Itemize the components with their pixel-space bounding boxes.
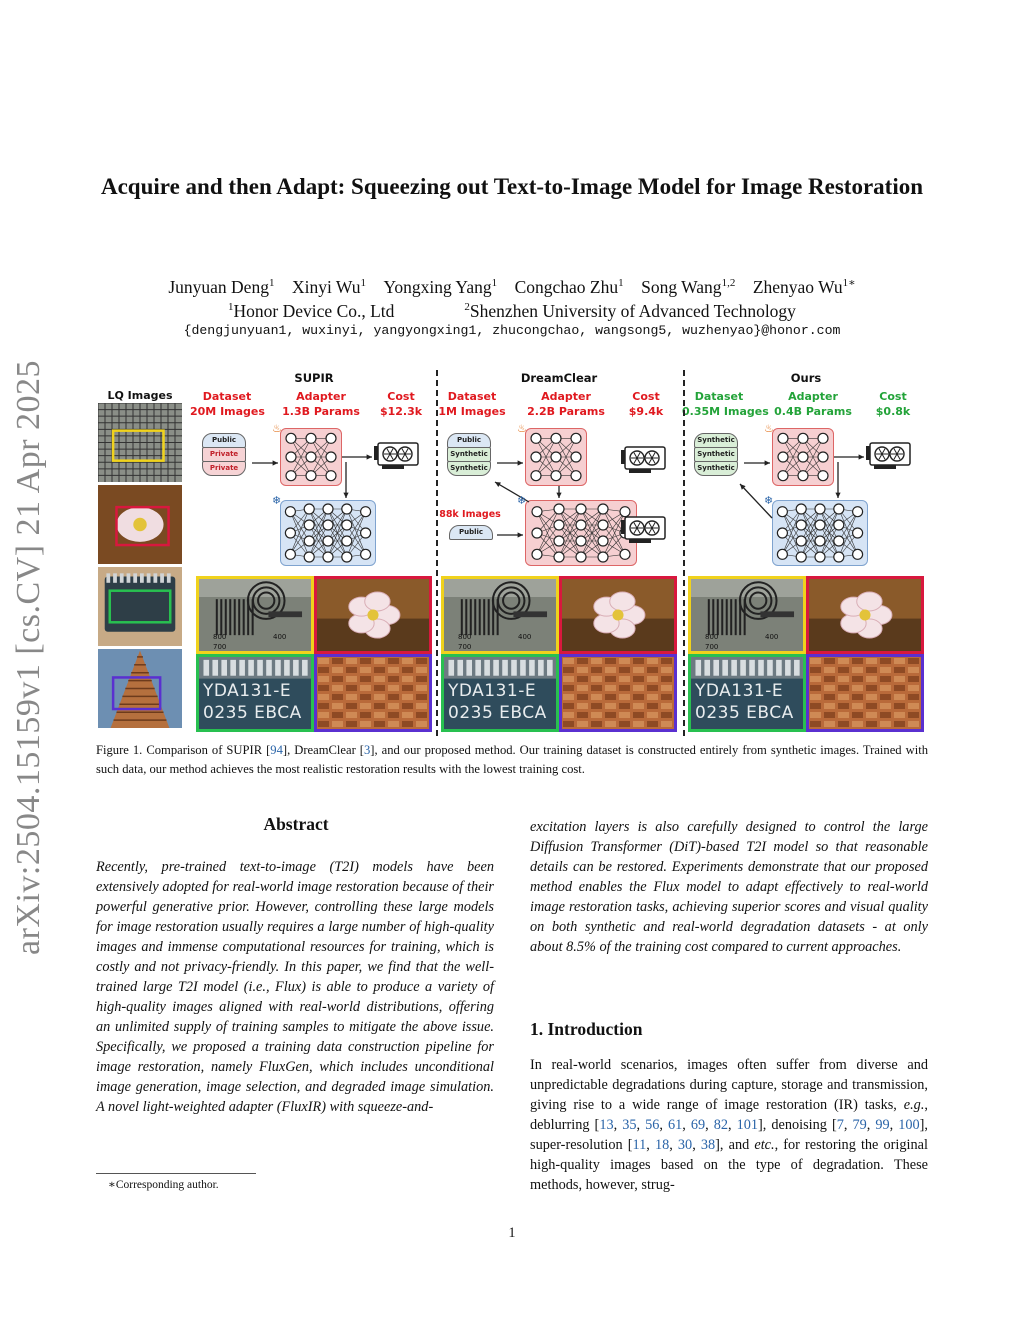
panel-title: DreamClear: [520, 371, 598, 385]
citation-link[interactable]: 3: [363, 743, 371, 757]
abstract-text-right: excitation layers is also carefully designed to control the large Diffusion Transformer (DiT)-based T2I model so that reasonable details can be restored. Experiments demonstrate that our proposed method enables the Flux model to adapt effectively to real-world image restoration tasks, achieving superior scores and visual quality on both synthetic and real-world degradation datasets - at only about 8.5% of the training cost compared to current approaches.: [530, 819, 928, 955]
page-number: 1: [508, 1225, 516, 1241]
citation-link[interactable]: 38: [700, 1137, 716, 1153]
affiliation: [228, 301, 394, 321]
result-flower: [806, 576, 924, 654]
intro-abbrev: etc.: [754, 1137, 775, 1153]
dataset-source-label: Public: [447, 433, 491, 448]
flame-icon: ♨: [517, 423, 527, 435]
flame-icon: ♨: [764, 423, 774, 435]
paper-title: Acquire and then Adapt: Squeezing out Text-to-Image Model for Image Restoration: [100, 174, 924, 199]
intro-text: , deblurring [: [530, 1097, 928, 1133]
target-number: 700: [213, 643, 227, 651]
chip-text-bottom: 0235 EBCA: [448, 703, 547, 723]
dataset-label: Dataset: [447, 390, 497, 403]
target-number: 400: [518, 633, 532, 641]
result-target: [196, 576, 314, 654]
adapter-label: Adapter: [296, 390, 346, 403]
snowflake-icon: ❄: [764, 495, 774, 507]
result-temple: [314, 654, 432, 732]
panel-title: Ours: [790, 371, 822, 385]
dataset-database-icon: [694, 434, 738, 476]
arrow-icon: [553, 480, 565, 509]
cost-value: $0.8k: [875, 405, 911, 418]
panel-divider: [436, 370, 438, 736]
abstract-text-left: Recently, pre-trained text-to-image (T2I) models have been extensively adopted for real-world image restoration because of their powerful generative prior. However, controlling these large models for image restoration usually requires a large number of high-quality images and immense computational resources for training, which is costly and not privacy-friendly. In this paper, we find that the well-trained large T2I model (i.e., Flux) is able to produce a variety of high-quality images aligned with real-world distributions, offering an unlimited supply of training samples to mitigate the above issue. Specifically, we proposed a training data construction pipeline for image restoration, namely FluxGen, which includes unconditional image generation, image selection, and degraded image simulation. A novel light-weighted adapter (FluxIR) with squeeze-and-: [96, 859, 494, 1115]
dataset-source-label: Synthetic: [447, 447, 491, 462]
extra-dataset-label: 88k Images: [439, 509, 501, 520]
adapter-value: 1.3B Params: [282, 405, 360, 418]
dataset-label: Dataset: [694, 390, 744, 403]
lq-image-target: [98, 403, 182, 482]
author-name-text: Zhenyao Wu: [752, 276, 843, 297]
panel-dreamclear: [438, 366, 677, 738]
intro-text: In real-world scenarios, images often suffer from diverse and unpredictable degradations during capture, storage and transmission, giving rise to a wide range of image restoration (IR) tasks,: [530, 1057, 928, 1113]
caption-text: ], DreamClear [: [282, 743, 364, 757]
affiliation-name: Honor Device Co., Ltd: [233, 300, 395, 321]
chip-text-bottom: 0235 EBCA: [203, 703, 302, 723]
base-model-network: [280, 500, 376, 566]
result-flower: [559, 576, 677, 654]
gpu-icon: [621, 514, 667, 549]
author-name: [383, 277, 497, 297]
target-number: 800: [458, 633, 472, 641]
dataset-value: 0.35M Images: [682, 405, 769, 418]
author-affiliation-mark: 1: [268, 277, 275, 289]
citation-link[interactable]: 11: [632, 1137, 647, 1153]
chip-text-top: YDA131-E: [203, 681, 292, 701]
author-affiliation-mark: 1: [618, 277, 624, 289]
author-affiliation-mark: 1∗: [842, 277, 856, 289]
panel-ours: [682, 366, 924, 738]
citation-link[interactable]: 99: [875, 1117, 890, 1133]
panel-title: SUPIR: [294, 371, 334, 385]
author-name: [515, 277, 624, 297]
author-name-text: Congchao Zhu: [514, 276, 619, 297]
lq-images-label: LQ Images: [107, 389, 173, 402]
arxiv-stamp: arXiv:2504.15159v1 [cs.CV] 21 Apr 2025: [10, 359, 47, 955]
citation-link[interactable]: 13: [599, 1117, 614, 1133]
panel-divider: [683, 370, 685, 736]
intro-text: ], and: [715, 1137, 755, 1153]
intro-text: ], super-resolution [: [530, 1117, 928, 1153]
author-emails: {dengjunyuan1, wuxinyi, yangyongxing1, zhucongchao, wangsong5, wuzhenyao}@honor.com: [183, 323, 841, 338]
cost-label: Cost: [387, 390, 415, 403]
dataset-source-label: Synthetic: [694, 461, 738, 476]
extra-dataset-database-icon: [449, 526, 493, 540]
author-name: [641, 277, 735, 297]
citation-link[interactable]: 101: [736, 1117, 759, 1133]
result-temple: [806, 654, 924, 732]
cost-value: $12.3k: [379, 405, 423, 418]
lq-image-chip: [98, 567, 182, 646]
result-chip: [441, 654, 559, 732]
cost-label: Cost: [879, 390, 907, 403]
dataset-source-label: Public: [449, 525, 493, 540]
lq-image-temple: [98, 649, 182, 728]
target-number: 800: [213, 633, 227, 641]
figure-caption: [96, 741, 928, 779]
adapter-label: Adapter: [541, 390, 591, 403]
author-list: [100, 272, 924, 299]
chip-text-top: YDA131-E: [448, 681, 537, 701]
dataset-value: 20M Images: [190, 405, 265, 418]
arrow-icon: [246, 456, 284, 474]
gpu-icon: [866, 440, 912, 475]
introduction-heading: 1. Introduction: [530, 1019, 643, 1039]
author-name: [753, 277, 856, 297]
cost-label: Cost: [632, 390, 660, 403]
adapter-label: Adapter: [788, 390, 838, 403]
figure-1: [96, 366, 928, 738]
affiliation: [464, 301, 796, 321]
adapter-value: 2.2B Params: [527, 405, 605, 418]
author-affiliation-mark: 1,2: [721, 277, 736, 289]
citation-link[interactable]: 18: [654, 1137, 670, 1153]
author-affiliation-mark: 1: [491, 277, 498, 289]
intro-text: ], denoising [: [758, 1117, 837, 1133]
dataset-source-label: Synthetic: [694, 433, 738, 448]
affiliation-mark: 2: [464, 301, 470, 313]
flame-icon: ♨: [272, 423, 282, 435]
panel-supir: [190, 366, 432, 738]
arrow-icon: [738, 456, 776, 474]
target-number: 800: [705, 633, 719, 641]
result-target: [688, 576, 806, 654]
citation-link[interactable]: 61: [667, 1117, 683, 1133]
dataset-source-label: Synthetic: [694, 447, 738, 462]
cost-value: $9.4k: [628, 405, 664, 418]
arrow-icon: [491, 528, 529, 546]
adapter-network: [772, 428, 834, 486]
arrow-icon: [340, 456, 352, 509]
introduction-text: In real-world scenarios, images often suffer from diverse and unpredictable degradations during capture, storage and transmission, giving rise to a wide range of image restoration (IR) tasks, e.g., deblurring [13, 35, 56, 61, 69, 82, 101], denoising [7, 79, 99, 100], super-resolution [11, 18, 30, 38], and etc., for restoring the original high-quality images based on the type of degradation. These methods, however, strug-: [530, 1057, 928, 1193]
target-number: 700: [705, 643, 719, 651]
gpu-icon: [374, 440, 420, 475]
dataset-source-label: Synthetic: [447, 461, 491, 476]
base-model-network: [772, 500, 868, 566]
result-target: [441, 576, 559, 654]
affiliation-mark: 1: [228, 301, 234, 313]
arrow-icon: [832, 456, 844, 509]
caption-text: ], and our proposed method. Our training dataset is constructed entirely from synthetic images. Trained with such data, our method achieves the most realistic restoration results with the lowest training cost.: [96, 743, 928, 776]
citation-link[interactable]: 69: [690, 1117, 706, 1133]
target-number: 400: [273, 633, 287, 641]
author-name-text: Yongxing Yang: [383, 276, 492, 297]
result-temple: [559, 654, 677, 732]
footnote: ∗Corresponding author.: [108, 1179, 219, 1191]
dataset-source-label: Private: [202, 447, 246, 462]
author-name: [168, 277, 274, 297]
citation-link[interactable]: 35: [622, 1117, 637, 1133]
author-name-text: Junyuan Deng: [168, 276, 269, 297]
affiliations: [100, 296, 924, 323]
adapter-network: [280, 428, 342, 486]
gpu-icon: [621, 444, 667, 479]
affiliation-name: Shenzhen University of Advanced Technology: [469, 300, 796, 321]
intro-abbrev: e.g.: [903, 1097, 925, 1113]
author-name-text: Xinyi Wu: [291, 276, 361, 297]
dataset-source-label: Public: [202, 433, 246, 448]
footnote-rule: [96, 1173, 256, 1174]
dataset-database-icon: [447, 434, 491, 476]
citation-link[interactable]: 100: [898, 1117, 920, 1133]
intro-text: , for restoring the original high-quality images based on the type of degradation. These methods, however, strug-: [530, 1137, 928, 1193]
caption-text: Figure 1. Comparison of SUPIR [: [96, 743, 271, 757]
chip-text-bottom: 0235 EBCA: [695, 703, 794, 723]
citation-link[interactable]: 94: [270, 743, 283, 757]
author-affiliation-mark: 1: [360, 277, 366, 289]
dataset-label: Dataset: [202, 390, 252, 403]
arrow-icon: [489, 476, 535, 513]
citation-link[interactable]: 82: [713, 1117, 728, 1133]
citation-link[interactable]: 79: [852, 1117, 867, 1133]
result-chip: [688, 654, 806, 732]
citation-link[interactable]: 56: [645, 1117, 660, 1133]
chip-text-top: YDA131-E: [695, 681, 784, 701]
result-chip: [196, 654, 314, 732]
abstract-heading: Abstract: [263, 814, 329, 834]
result-flower: [314, 576, 432, 654]
snowflake-icon: ❄: [272, 495, 282, 507]
dataset-value: 1M Images: [438, 405, 506, 418]
arrow-icon: [491, 456, 529, 474]
snowflake-icon: ❄: [517, 495, 527, 507]
dataset-database-icon: [202, 434, 246, 476]
author-name-text: Song Wang: [641, 276, 722, 297]
adapter-value: 0.4B Params: [774, 405, 852, 418]
dataset-source-label: Private: [202, 461, 246, 476]
author-name: [292, 277, 366, 297]
lq-image-flower: [98, 485, 182, 564]
target-number: 400: [765, 633, 779, 641]
citation-link[interactable]: 30: [677, 1137, 693, 1153]
citation-link[interactable]: 7: [836, 1117, 844, 1133]
target-number: 700: [458, 643, 472, 651]
